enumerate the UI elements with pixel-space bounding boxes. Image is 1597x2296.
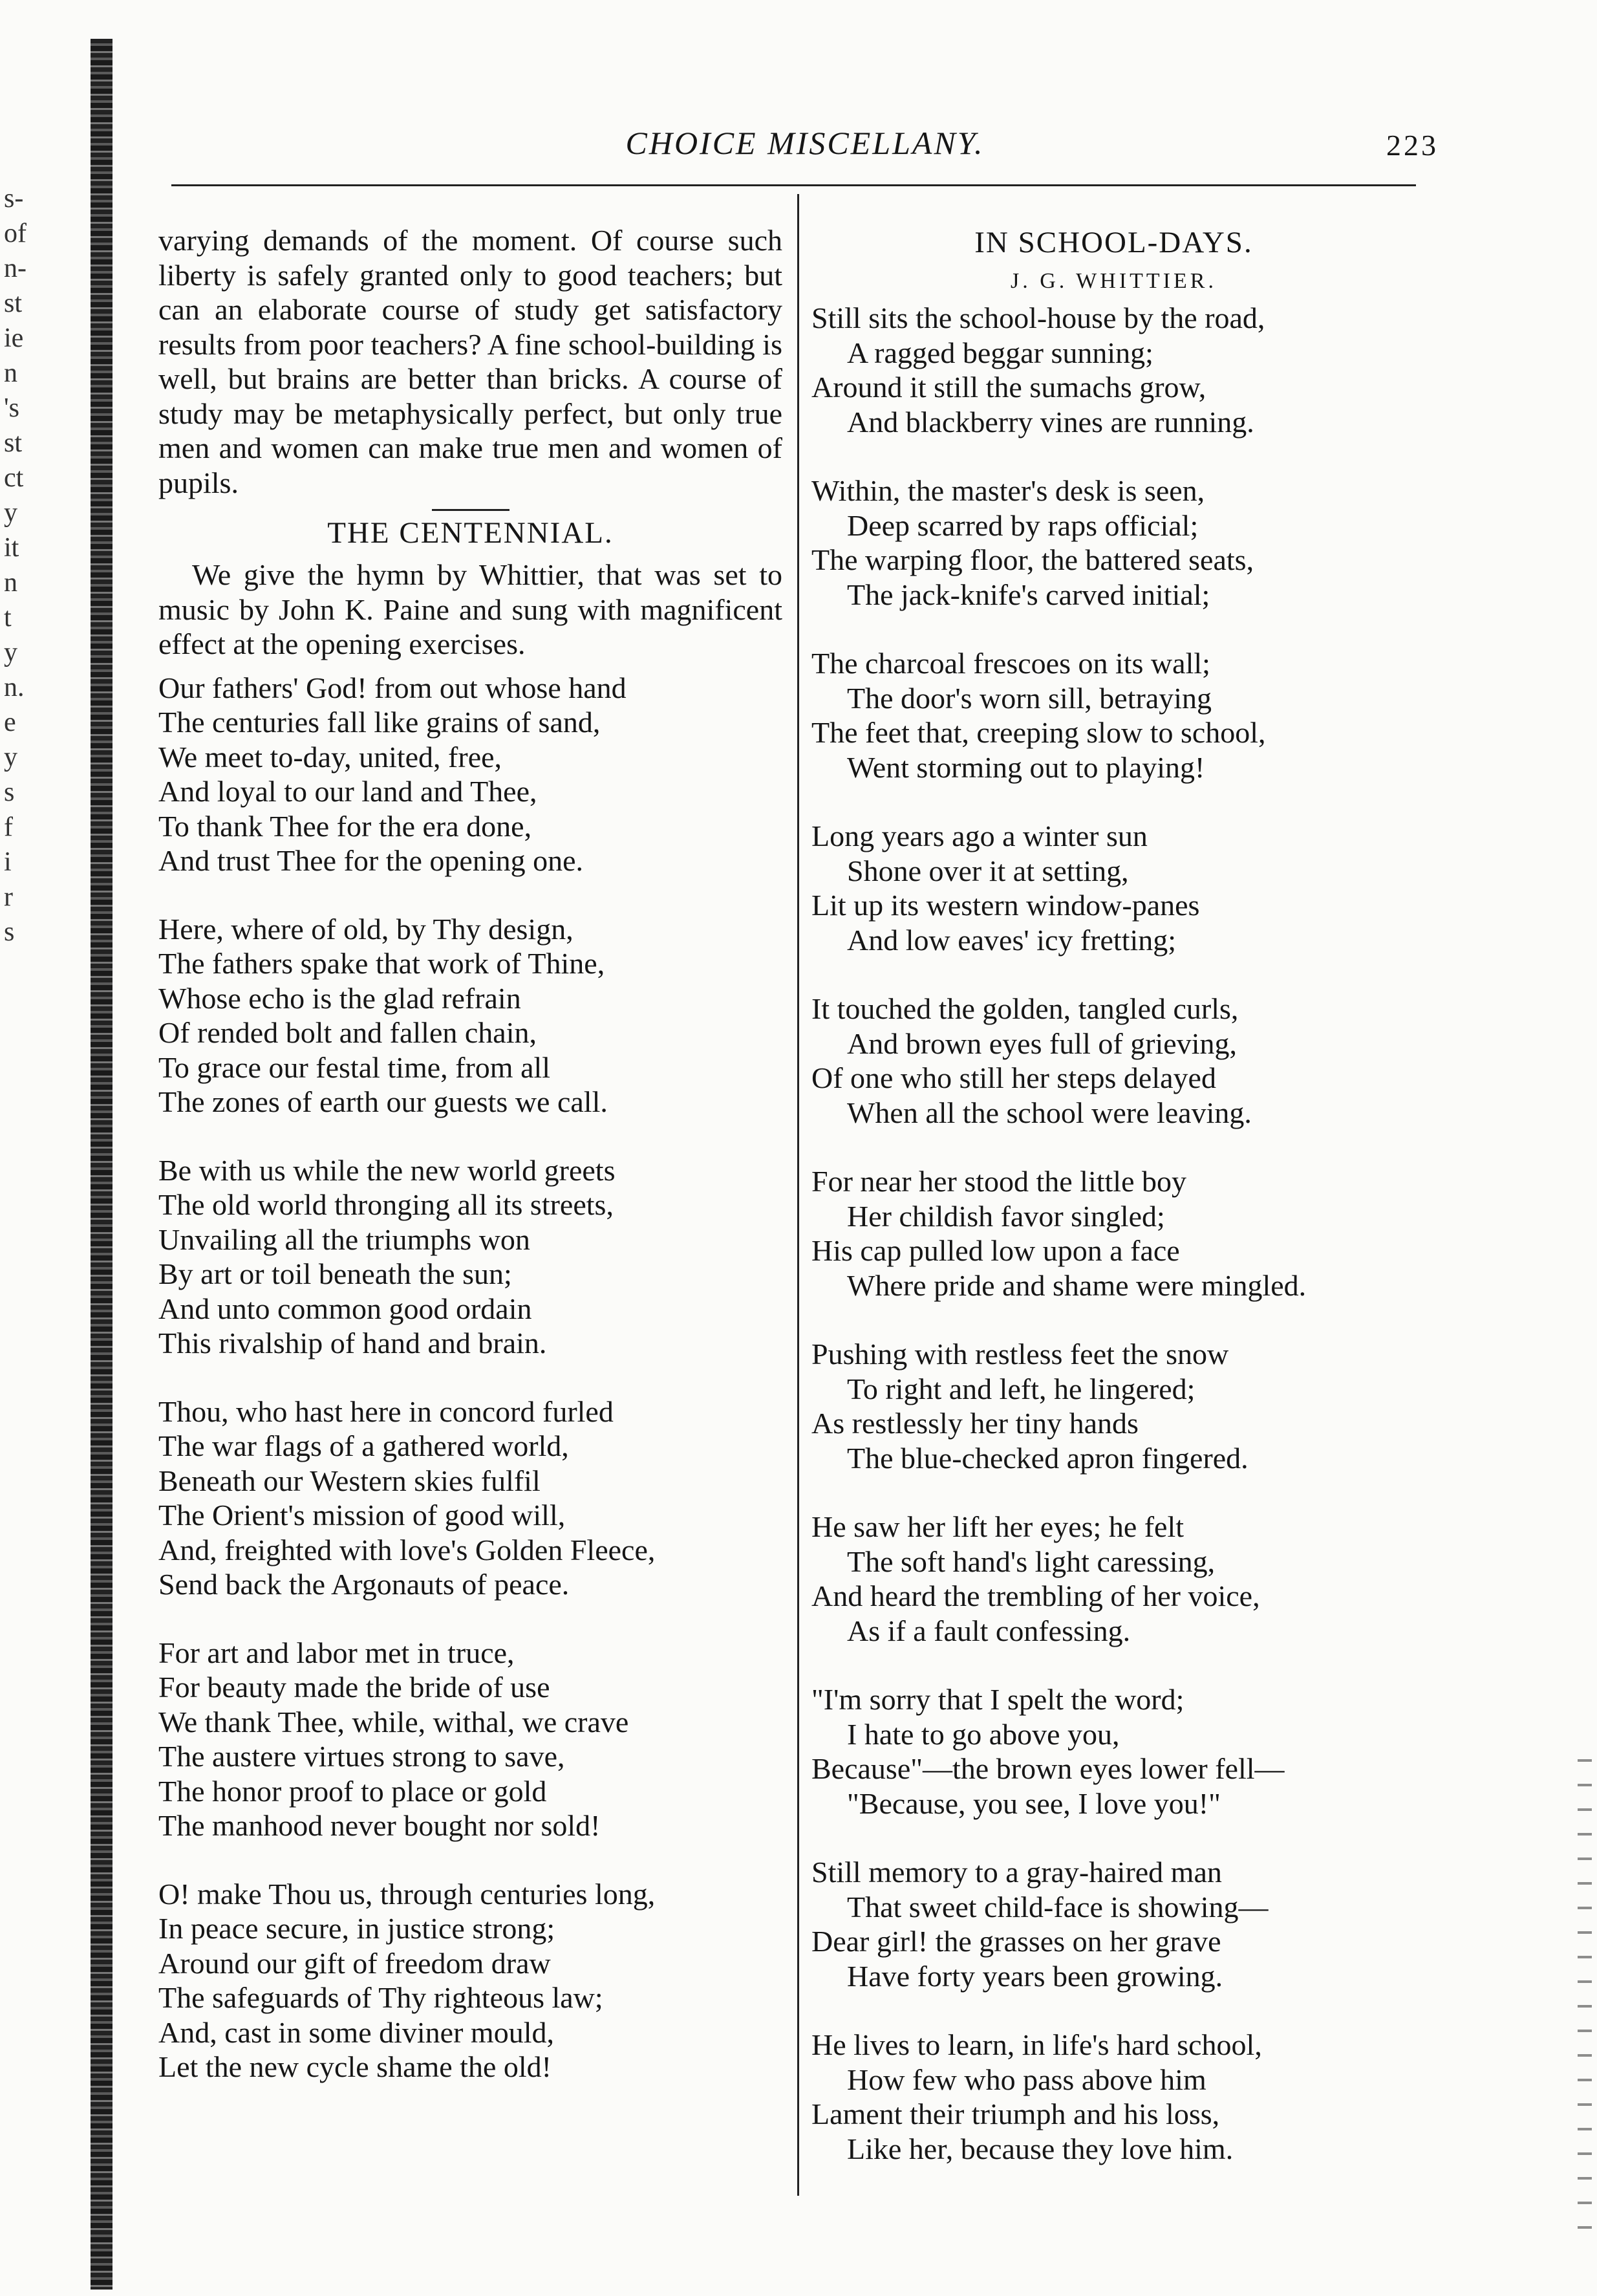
verse-line: How few who pass above him — [847, 2063, 1206, 2096]
margin-fragment: y — [4, 742, 17, 772]
verse-line: I hate to go above you, — [847, 1717, 1120, 1751]
book-binding-edge — [91, 39, 113, 2290]
margin-fragment: n. — [4, 673, 25, 702]
verse-line: The war flags of a gathered world, — [158, 1429, 569, 1462]
poem-author: J. G. WHITTIER. — [1011, 269, 1217, 293]
verse-line: It touched the golden, tangled curls, — [811, 992, 1239, 1025]
verse-line: Still sits the school-house by the road, — [811, 301, 1265, 334]
running-title: CHOICE MISCELLANY. — [625, 125, 985, 161]
verse-line: O! make Thou us, through centuries long, — [158, 1877, 656, 1911]
verse-line: By art or toil beneath the sun; — [158, 1257, 512, 1290]
verse-line: Thou, who hast here in concord furled — [158, 1394, 614, 1428]
stanza — [811, 473, 1416, 612]
margin-fragment: n- — [4, 254, 27, 283]
poem-title: IN SCHOOL-DAYS. — [974, 226, 1253, 259]
stanza — [811, 1855, 1416, 1993]
margin-fragment: st — [4, 288, 23, 318]
verse-line: And, cast in some diviner mould, — [158, 2015, 554, 2049]
margin-fragment: n — [4, 568, 17, 598]
verse-line: The austere virtues strong to save, — [158, 1740, 565, 1773]
margin-fragment: it — [4, 533, 19, 563]
verse-line: The manhood never bought nor sold! — [158, 1809, 601, 1842]
margin-fragment: s — [4, 917, 15, 947]
margin-fragment: e — [4, 708, 16, 737]
verse-line: We meet to-day, united, free, — [158, 740, 502, 774]
margin-fragment: s — [4, 777, 15, 807]
margin-fragment: n — [4, 358, 17, 388]
margin-fragment: of — [4, 219, 27, 248]
verse-line: The charcoal frescoes on its wall; — [811, 647, 1210, 680]
verse-line: The zones of earth our guests we call. — [158, 1085, 608, 1118]
stanza — [811, 819, 1416, 957]
verse-line: Long years ago a winter sun — [811, 819, 1148, 852]
verse-line: Of one who still her steps delayed — [811, 1061, 1216, 1094]
stanza — [811, 301, 1416, 439]
stanza — [811, 646, 1416, 785]
verse-line: And, freighted with love's Golden Fleece, — [158, 1533, 656, 1566]
margin-fragment: y — [4, 638, 17, 667]
verse-line: And trust Thee for the opening one. — [158, 844, 584, 877]
margin-fragment: y — [4, 498, 17, 528]
column-divider — [797, 194, 799, 2196]
verse-line: For near her stood the little boy — [811, 1165, 1186, 1198]
section-rule — [432, 509, 509, 511]
verse-line: And heard the trembling of her voice, — [811, 1579, 1260, 1612]
verse-line: Our fathers' God! from out whose hand — [158, 671, 627, 704]
stanza — [811, 1337, 1416, 1475]
verse-line: We thank Thee, while, withal, we crave — [158, 1705, 629, 1738]
margin-fragment: st — [4, 428, 23, 458]
margin-fragment: ct — [4, 463, 24, 493]
verse-line: To right and left, he lingered; — [847, 1372, 1195, 1405]
verse-line: Deep scarred by raps official; — [847, 508, 1199, 542]
verse-line: Lament their triumph and his loss, — [811, 2097, 1220, 2130]
verse-line: Shone over it at setting, — [847, 854, 1129, 887]
verse-line: And brown eyes full of grieving, — [847, 1026, 1237, 1060]
verse-line: The honor proof to place or gold — [158, 1774, 547, 1808]
running-head — [158, 120, 1452, 172]
margin-fragment: f — [4, 812, 13, 842]
margin-fragment: r — [4, 882, 13, 912]
verse-line: Unvailing all the triumphs won — [158, 1222, 530, 1256]
verse-line: And unto common good ordain — [158, 1292, 532, 1325]
verse-line: Where pride and shame were mingled. — [847, 1268, 1307, 1302]
stanza — [158, 1877, 782, 2085]
verse-line: For beauty made the bride of use — [158, 1671, 550, 1704]
verse-line: The old world thronging all its streets, — [158, 1188, 614, 1221]
verse-line: Around our gift of freedom draw — [158, 1946, 551, 1980]
verse-line: Lit up its western window-panes — [811, 889, 1200, 922]
verse-line: To grace our festal time, from all — [158, 1050, 551, 1084]
verse-line: And blackberry vines are running. — [847, 405, 1254, 439]
verse-line: Let the new cycle shame the old! — [158, 2050, 552, 2083]
verse-line: The door's worn sill, betraying — [847, 681, 1212, 715]
verse-line: In peace secure, in justice strong; — [158, 1912, 555, 1945]
stanza — [158, 1153, 782, 1361]
verse-line: "Because, you see, I love you!" — [847, 1786, 1221, 1820]
verse-line: When all the school were leaving. — [847, 1096, 1252, 1129]
verse-line: Went storming out to playing! — [847, 750, 1205, 784]
verse-line: His cap pulled low upon a face — [811, 1234, 1180, 1267]
verse-line: The centuries fall like grains of sand, — [158, 706, 601, 739]
verse-line: The warping floor, the battered seats, — [811, 543, 1254, 576]
verse-line: Send back the Argonauts of peace. — [158, 1568, 570, 1601]
verse-line: He saw her lift her eyes; he felt — [811, 1510, 1184, 1543]
left-column — [158, 223, 782, 2085]
margin-fragment: t — [4, 603, 12, 633]
verse-line: The feet that, creeping slow to school, — [811, 716, 1266, 749]
poem — [811, 301, 1416, 2166]
stanza — [158, 1636, 782, 1843]
verse-line: Because"—the brown eyes lower fell— — [811, 1752, 1285, 1785]
verse-line: For art and labor met in truce, — [158, 1636, 515, 1669]
verse-line: Here, where of old, by Thy design, — [158, 912, 573, 946]
margin-fragment: i — [4, 847, 12, 877]
verse-line: As if a fault confessing. — [847, 1614, 1131, 1647]
verse-line: And loyal to our land and Thee, — [158, 775, 537, 808]
stanza — [811, 1510, 1416, 1648]
article-title: THE CENTENNIAL. — [327, 516, 614, 550]
verse-line: He lives to learn, in life's hard school, — [811, 2028, 1262, 2061]
verse-line: Be with us while the new world greets — [158, 1153, 616, 1187]
verse-line: As restlessly her tiny hands — [811, 1407, 1139, 1440]
hymn — [158, 671, 782, 2085]
verse-line: Pushing with restless feet the snow — [811, 1338, 1229, 1370]
page-number: 223 — [1386, 129, 1439, 162]
right-edge-marks — [1578, 1759, 1592, 2251]
verse-line: This rivalship of hand and brain. — [158, 1327, 547, 1359]
margin-fragment: ie — [4, 323, 24, 353]
verse-line: And low eaves' icy fretting; — [847, 923, 1177, 957]
stanza — [158, 1394, 782, 1602]
margin-fragment: 's — [4, 393, 19, 423]
verse-line: Have forty years been growing. — [847, 1959, 1223, 1993]
verse-line: Still memory to a gray-haired man — [811, 1856, 1222, 1889]
header-rule — [171, 184, 1416, 186]
stanza — [811, 991, 1416, 1130]
verse-line: That sweet child-face is showing— — [847, 1890, 1269, 1923]
verse-line: Within, the master's desk is seen, — [811, 474, 1205, 507]
verse-line: The Orient's mission of good will, — [158, 1499, 566, 1532]
stanza — [811, 1682, 1416, 1821]
verse-line: The safeguards of Thy righteous law; — [158, 1981, 603, 2014]
verse-line: The jack-knife's carved initial; — [847, 578, 1210, 611]
verse-line: Around it still the sumachs grow, — [811, 371, 1206, 404]
margin-fragment: s- — [4, 184, 24, 213]
verse-line: The soft hand's light caressing, — [847, 1544, 1216, 1578]
stanza — [158, 671, 782, 878]
verse-line: To thank Thee for the era done, — [158, 809, 532, 843]
verse-line: A ragged beggar sunning; — [847, 336, 1153, 369]
article-intro: We give the hymn by Whittier, that was set to music by John K. Paine and sung with magnificent effect at the opening exercises. — [158, 558, 782, 660]
verse-line: The blue-checked apron fingered. — [847, 1441, 1249, 1475]
verse-line: Like her, because they love him. — [847, 2132, 1234, 2165]
right-column — [811, 223, 1416, 2166]
stanza — [811, 1164, 1416, 1303]
verse-line: Of rended bolt and fallen chain, — [158, 1016, 537, 1049]
stanza — [811, 2028, 1416, 2166]
verse-line: The fathers spake that work of Thine, — [158, 947, 605, 980]
stanza — [158, 912, 782, 1120]
previous-page-fragments — [4, 181, 75, 949]
verse-line: Beneath our Western skies fulfil — [158, 1464, 541, 1497]
verse-line: Whose echo is the glad refrain — [158, 981, 521, 1015]
continued-paragraph: varying demands of the moment. Of course such liberty is safely granted only to good teachers; but can an elaborate course of study get satisfactory results from poor teachers? A fine school-building is well, but brains are better than bricks. A course of study may be metaphysically perfect, but only true men and women can make true men and women of pupils. — [158, 224, 782, 499]
verse-line: Dear girl! the grasses on her grave — [811, 1925, 1221, 1958]
verse-line: Her childish favor singled; — [847, 1199, 1165, 1233]
verse-line: "I'm sorry that I spelt the word; — [811, 1683, 1184, 1716]
